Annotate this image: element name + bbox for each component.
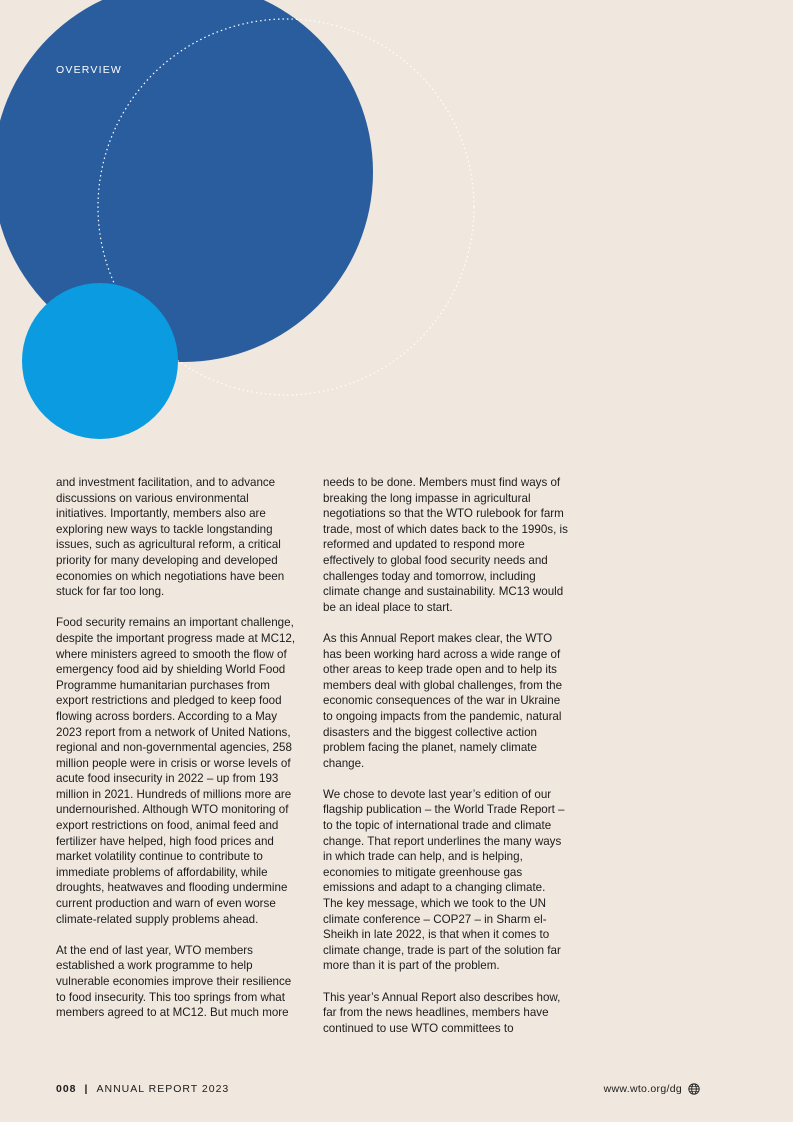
footer-separator: |: [84, 1083, 89, 1095]
right-column: [323, 475, 568, 1052]
small-light-blue-circle: [22, 283, 178, 439]
paragraph: Food security remains an important challenge, despite the important progress made at MC12, where ministers agreed to smooth the flow of emergency food aid by shielding World Food Programme humanitarian purchases from export restrictions and pledged to keep food flowing across borders. According to a May 2023 report from a network of United Nations, regional and non-governmental agencies, 258 million people were in crisis or worse levels of acute food insecurity in 2022 – up from 193 million in 2021. Hundreds of millions more are undernourished. Although WTO monitoring of export restrictions on food, animal feed and fertilizer have helped, high food prices and market volatility continue to contribute to immediate problems of affordability, while droughts, heatwaves and flooding undermine current production and warn of even worse climate-related supply problems ahead.: [56, 616, 296, 926]
paragraph: At the end of last year, WTO members established a work programme to help vulnerable economies improve their resilience to food insecurity. This too springs from what members agreed to at MC12. But much more: [56, 943, 292, 1020]
left-column: [56, 475, 301, 1036]
paragraph: As this Annual Report makes clear, the WTO has been working hard across a wide range of other areas to keep trade open and to help its members deal with global challenges, from the economic consequences of the war in Ukraine to ongoing impacts from the pandemic, natural disasters and the biggest collective action problem facing the planet, namely climate change.: [323, 631, 563, 770]
paragraph: This year’s Annual Report also describes how, far from the news headlines, members have continued to use WTO committees to: [323, 990, 561, 1035]
page-number: 008: [56, 1083, 77, 1095]
footer-right: [604, 1083, 700, 1095]
section-label: OVERVIEW: [56, 64, 123, 76]
paragraph: We chose to devote last year’s edition of our flagship publication – the World Trade Report – to the topic of international trade and climate change. That report underlines the many ways in which trade can help, and is helping, economies to mitigate greenhouse gas emissions and adapt to a changing climate. The key message, which we took to the UN climate conference – COP27 – in Sharm el-Sheikh in late 2022, is that when it comes to climate change, trade is part of the solution far more than it is part of the problem.: [323, 787, 565, 973]
paragraph: and investment facilitation, and to advance discussions on various environmental initiatives. Importantly, members also are exploring new ways to tackle longstanding issues, such as agricultural reform, a critical priority for many developing and developed economies on which negotiations have been stuck for far too long.: [56, 476, 285, 599]
footer-left: [56, 1083, 229, 1095]
publication-title: ANNUAL REPORT 2023: [96, 1083, 230, 1095]
website-link[interactable]: www.wto.org/dg: [603, 1083, 682, 1095]
paragraph: needs to be done. Members must find ways of breaking the long impasse in agricultural negotiations so that the WTO rulebook for farm trade, most of which dates back to the 1990s, is reformed and updated to respond more effectively to global food security needs and challenges today and tomorrow, including climate change and sustainability. MC13 would be an ideal place to start.: [323, 476, 568, 614]
page-footer: [56, 1083, 700, 1095]
globe-icon: [688, 1083, 700, 1095]
